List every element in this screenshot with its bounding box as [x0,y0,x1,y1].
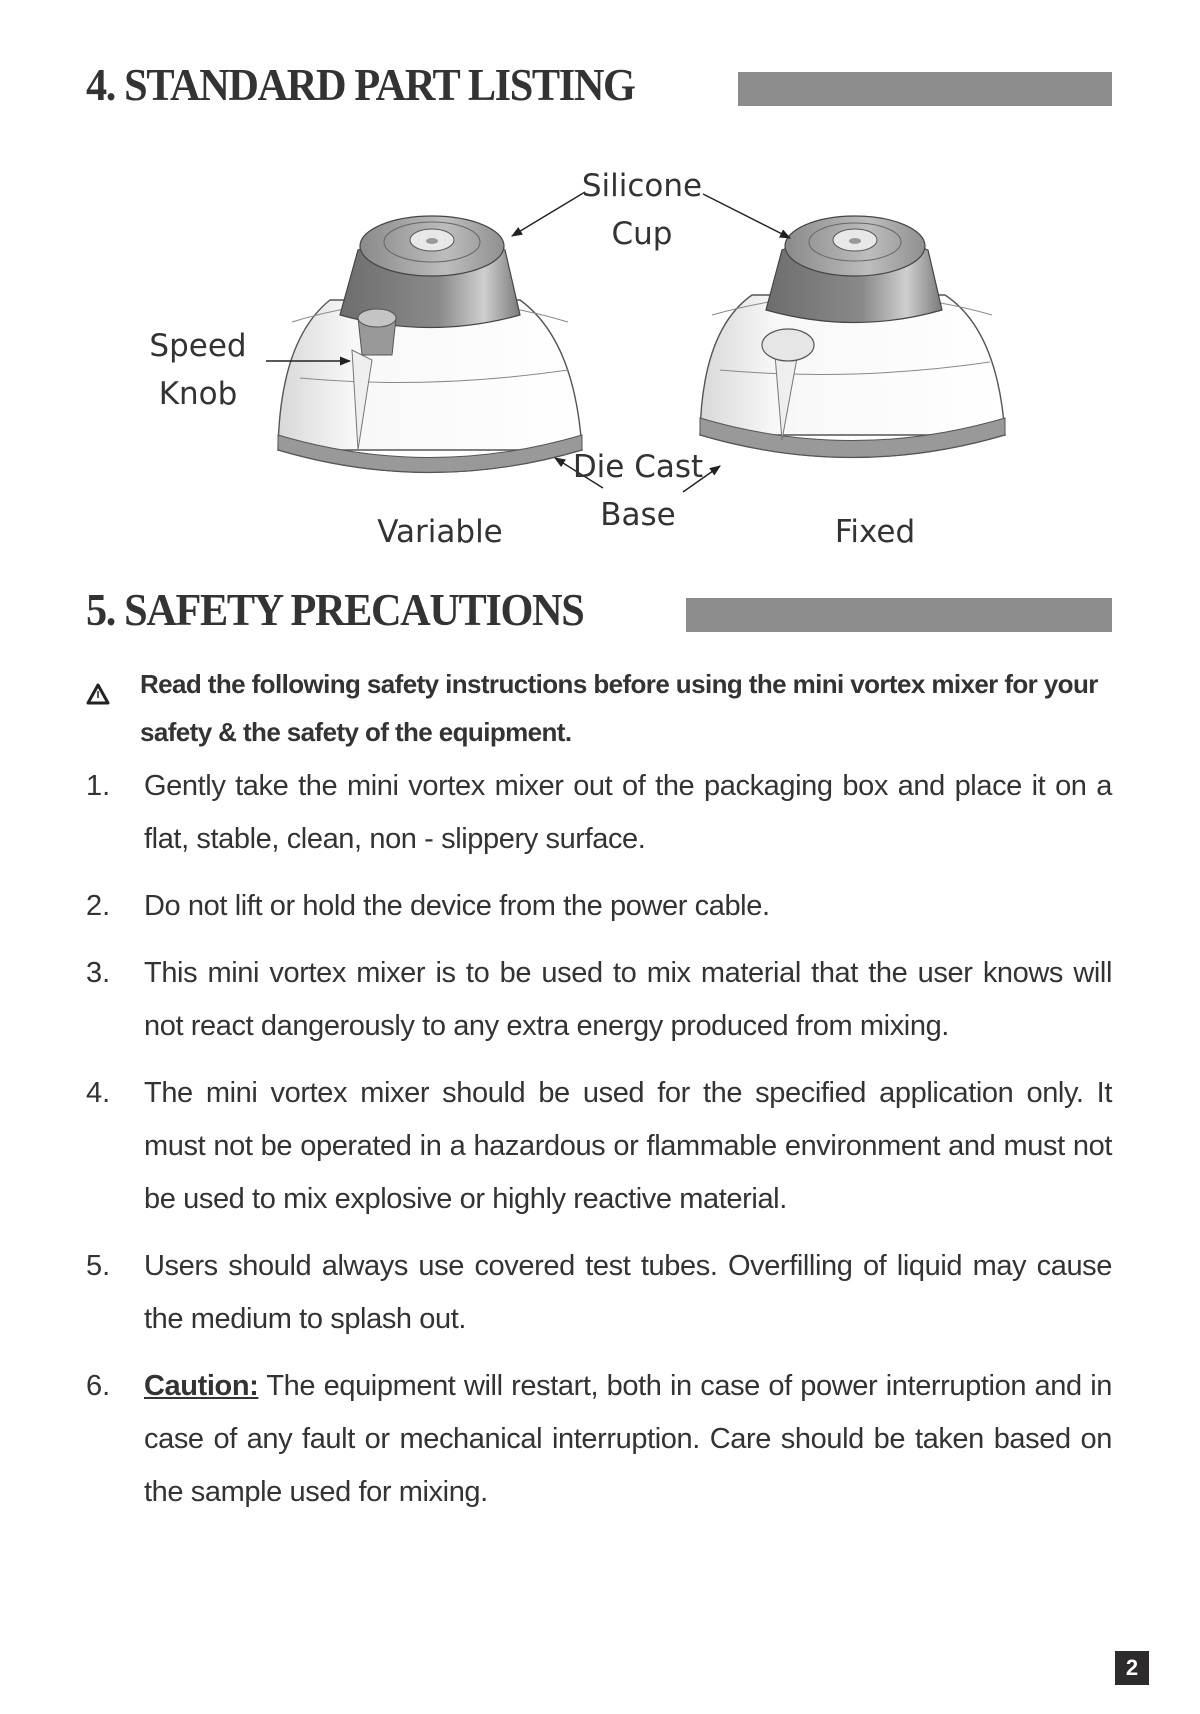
item-number: 4. [86,1077,111,1109]
part-listing-figure [0,150,1200,570]
list-item [86,1360,1112,1519]
safety-warning [86,660,1112,756]
item-number: 1. [86,770,111,802]
item-text: Gently take the mini vortex mixer out of the packaging box and place it on a flat, stable, clean, non - slippery surface. [144,770,1112,855]
list-item [86,947,1112,1053]
item-text: Users should always use covered test tubes. Overfilling of liquid may cause the medium to splash out. [144,1250,1112,1335]
item-number: 3. [86,957,111,989]
section-5-header [86,583,1112,636]
item-text [144,1360,1112,1519]
item-text: This mini vortex mixer is to be used to mix material that the user knows will not react dangerously to any extra energy produced from mixing. [144,957,1112,1042]
section-4-header-bar [738,72,1112,106]
list-item [86,760,1112,866]
label-silicone-cup: Silicone Cup [581,168,703,252]
label-speed-knob: Speed Knob [149,328,247,412]
variable-mixer [278,216,582,473]
warning-triangle-icon [86,672,110,694]
item-text: Do not lift or hold the device from the power cable. [144,890,770,922]
warning-text: Read the following safety instructions before using the mini vortex mixer for your safety & the safety of the equipment. [140,669,1098,747]
caution-text: The equipment will restart, both in case of power interruption and in case of any fault or mechanical interruption. Care should be taken based on the sample used for mixing. [144,1370,1112,1508]
label-variable: Variable [377,514,503,550]
item-number: 2. [86,890,111,922]
section-5-title: 5. SAFETY PRECAUTIONS [86,584,584,635]
section-5-header-bar [686,598,1112,632]
section-4-title: 4. STANDARD PART LISTING [86,59,635,110]
fixed-mixer [700,216,1005,458]
section-4-header [86,58,1112,111]
page-number: 2 [1115,1651,1149,1685]
item-number: 6. [86,1370,111,1402]
item-number: 5. [86,1250,111,1282]
item-text: The mini vortex mixer should be used for the specified application only. It must not be operated in a hazardous or flammable environment and must not be used to mix explosive or highly reactive material. [144,1077,1112,1215]
safety-precautions-list [86,760,1112,1533]
caution-label: Caution: [144,1370,259,1402]
label-fixed: Fixed [834,514,916,550]
label-die-cast-base: Die Cast Base [572,449,704,533]
list-item [86,1067,1112,1226]
list-item [86,1240,1112,1346]
list-item [86,880,1112,933]
